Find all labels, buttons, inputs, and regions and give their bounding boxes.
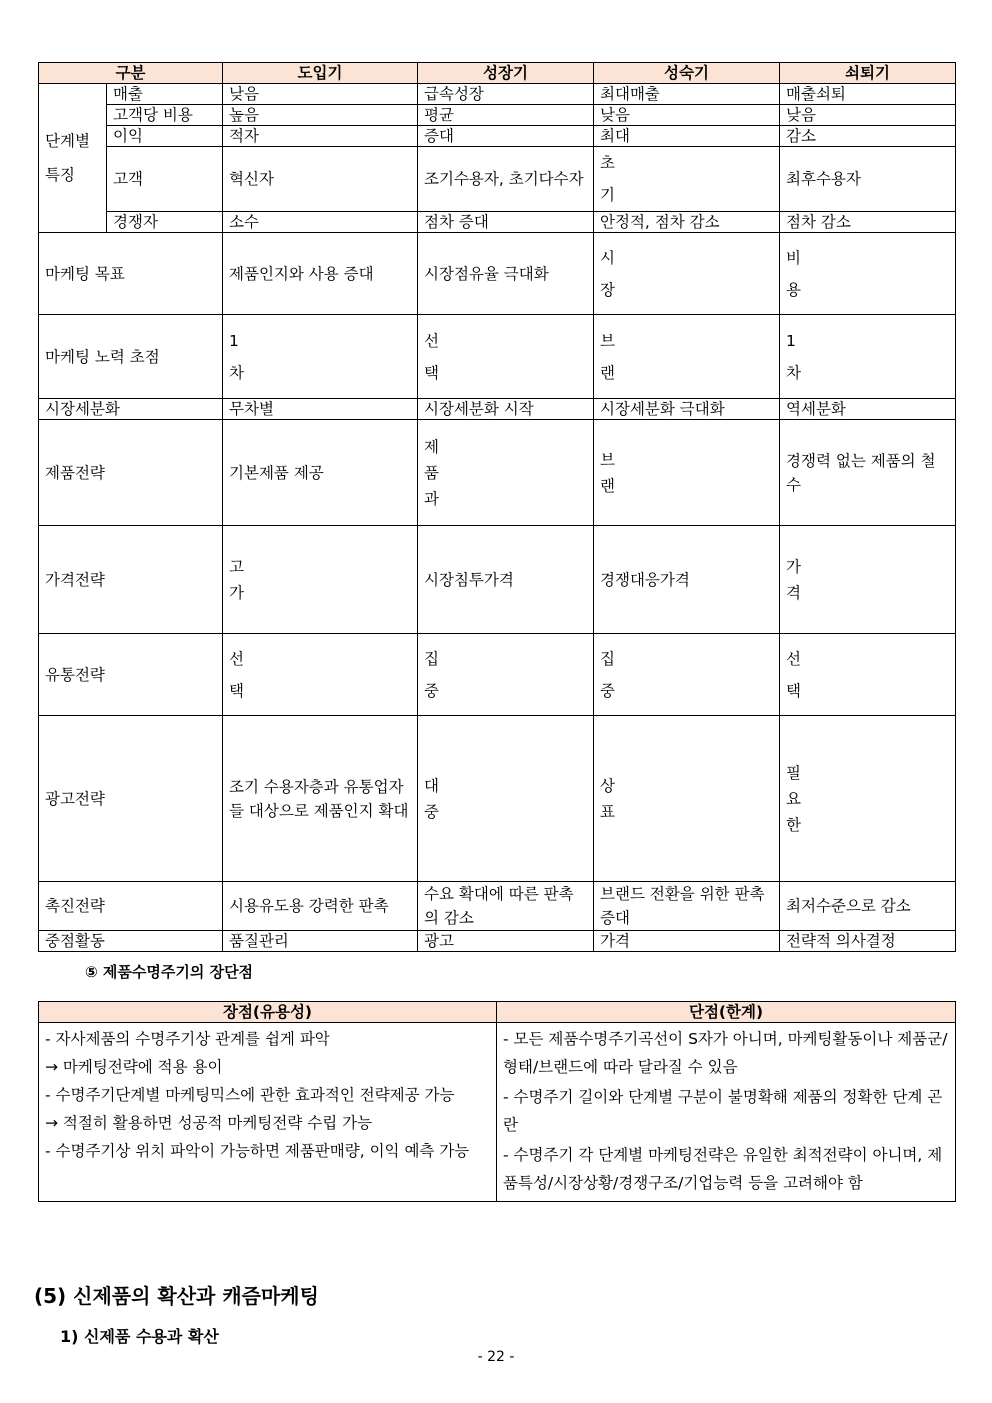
cell-line: 집 bbox=[600, 649, 615, 668]
plc-cell bbox=[594, 233, 780, 315]
cell-line: 한 bbox=[786, 815, 801, 834]
cell-line: 격 bbox=[786, 583, 801, 602]
plc-cell: 최저수준으로 감소 bbox=[780, 882, 956, 931]
plc-row-label: 유통전략 bbox=[39, 634, 223, 716]
stage-cell: 낮음 bbox=[223, 84, 418, 105]
stage-row-label: 고객당 비용 bbox=[107, 105, 223, 126]
cons-item: - 모든 제품수명주기곡선이 S자가 아니며, 마케팅활동이나 제품군/형태/브랜드에 따라 달라질 수 있음 bbox=[503, 1030, 948, 1076]
plc-row-label: 마케팅 목표 bbox=[39, 233, 223, 315]
cell-line: 1 bbox=[786, 331, 796, 350]
plc-cell: 브랜드 전환을 위한 판촉 증대 bbox=[594, 882, 780, 931]
cell-line: 차 bbox=[786, 363, 801, 382]
pros-item: → 마케팅전략에 적용 용이 bbox=[45, 1058, 223, 1076]
plc-cell: 품질관리 bbox=[223, 931, 418, 952]
stage-cell: 최대매출 bbox=[594, 84, 780, 105]
section5-heading: ⑤ 제품수명주기의 장단점 bbox=[85, 963, 254, 981]
plc-cell: 전략적 의사결정 bbox=[780, 931, 956, 952]
plc-cell bbox=[418, 315, 594, 399]
plc-cell: 시장침투가격 bbox=[418, 526, 594, 634]
cell-line: 표 bbox=[600, 802, 615, 821]
plc-cell bbox=[594, 420, 780, 526]
plc-cell bbox=[418, 716, 594, 882]
stage-row-label: 고객 bbox=[107, 147, 223, 212]
subsection-title: 1) 신제품 수용과 확산 bbox=[60, 1327, 219, 1346]
plc-row bbox=[39, 399, 956, 420]
pros-cons-header-row bbox=[39, 1002, 956, 1023]
plc-cell: 시용유도용 강력한 판촉 bbox=[223, 882, 418, 931]
plc-cell bbox=[594, 716, 780, 882]
stage-row bbox=[39, 105, 956, 126]
cons-cell bbox=[497, 1023, 956, 1202]
plc-cell bbox=[780, 315, 956, 399]
plc-cell: 시장점유율 극대화 bbox=[418, 233, 594, 315]
plc-cell: 기본제품 제공 bbox=[223, 420, 418, 526]
plc-cell bbox=[223, 634, 418, 716]
cell-line: 택 bbox=[424, 363, 439, 382]
plc-row bbox=[39, 420, 956, 526]
page-number: - 22 - bbox=[477, 1349, 515, 1365]
plc-cell: 수요 확대에 따른 판촉의 감소 bbox=[418, 882, 594, 931]
cell-line: 초 bbox=[600, 154, 615, 172]
plc-cell bbox=[780, 634, 956, 716]
pros-item: → 적절히 활용하면 성공적 마케팅전략 수립 가능 bbox=[45, 1114, 373, 1132]
cell-line: 대 bbox=[424, 776, 439, 795]
stage-features-label bbox=[39, 84, 107, 233]
cell-line: 중 bbox=[424, 681, 439, 700]
plc-row-label: 시장세분화 bbox=[39, 399, 223, 420]
section-title: (5) 신제품의 확산과 캐즘마케팅 bbox=[34, 1284, 319, 1308]
cell-line: 과 bbox=[424, 489, 439, 508]
pros-header: 장점(유용성) bbox=[39, 1002, 497, 1023]
cell-line: 선 bbox=[786, 649, 801, 668]
plc-cell: 경쟁력 없는 제품의 철수 bbox=[780, 420, 956, 526]
cell-line: 차 bbox=[229, 363, 244, 382]
cell-line: 제 bbox=[424, 437, 439, 456]
cell-line: 랜 bbox=[600, 363, 615, 382]
cell-line: 브 bbox=[600, 331, 615, 350]
stage-cell: 최후수용자 bbox=[780, 147, 956, 212]
cell-line: 비 bbox=[786, 248, 801, 267]
header-growth: 성장기 bbox=[418, 63, 594, 84]
plc-cell bbox=[418, 634, 594, 716]
plc-row bbox=[39, 716, 956, 882]
cell-line: 중 bbox=[600, 681, 615, 700]
stage-cell: 매출쇠퇴 bbox=[780, 84, 956, 105]
plc-cell bbox=[780, 526, 956, 634]
cell-line: 중 bbox=[424, 802, 439, 821]
cell-line: 1 bbox=[229, 331, 239, 350]
stage-cell: 안정적, 점차 감소 bbox=[594, 212, 780, 233]
pros-cons-table bbox=[38, 1001, 956, 1202]
stage-cell: 소수 bbox=[223, 212, 418, 233]
cons-item: - 수명주기 길이와 단계별 구분이 불명확해 제품의 정확한 단계 곤란 bbox=[503, 1088, 943, 1134]
stage-features-label-line: 단계별 bbox=[45, 132, 90, 150]
plc-row bbox=[39, 315, 956, 399]
plc-cell bbox=[780, 716, 956, 882]
cell-line: 품 bbox=[424, 463, 439, 482]
cell-line: 시 bbox=[600, 248, 615, 267]
plc-row-label: 마케팅 노력 초점 bbox=[39, 315, 223, 399]
plc-row bbox=[39, 526, 956, 634]
cell-line: 선 bbox=[424, 331, 439, 350]
stage-row bbox=[39, 126, 956, 147]
cell-line: 택 bbox=[229, 681, 244, 700]
plc-cell: 광고 bbox=[418, 931, 594, 952]
stage-cell: 혁신자 bbox=[223, 147, 418, 212]
cell-line: 선 bbox=[229, 649, 244, 668]
pros-item: - 수명주기상 위치 파악이 가능하면 제품판매량, 이익 예측 가능 bbox=[45, 1142, 470, 1160]
plc-cell bbox=[594, 315, 780, 399]
stage-cell: 조기수용자, 초기다수자 bbox=[418, 147, 594, 212]
stage-row-label: 매출 bbox=[107, 84, 223, 105]
cell-line: 장 bbox=[600, 280, 615, 299]
pros-item: - 자사제품의 수명주기상 관계를 쉽게 파악 bbox=[45, 1030, 330, 1048]
plc-cell bbox=[780, 233, 956, 315]
header-maturity: 성숙기 bbox=[594, 63, 780, 84]
cell-line: 집 bbox=[424, 649, 439, 668]
plc-row-label: 가격전략 bbox=[39, 526, 223, 634]
plc-cell bbox=[594, 634, 780, 716]
plc-row-label: 제품전략 bbox=[39, 420, 223, 526]
plc-cell: 가격 bbox=[594, 931, 780, 952]
plc-row bbox=[39, 233, 956, 315]
stage-cell: 평균 bbox=[418, 105, 594, 126]
cell-line: 브 bbox=[600, 450, 615, 469]
stage-row-label: 경쟁자 bbox=[107, 212, 223, 233]
stage-row-label: 이익 bbox=[107, 126, 223, 147]
plc-cell bbox=[223, 315, 418, 399]
stage-row bbox=[39, 212, 956, 233]
plc-row-label: 광고전략 bbox=[39, 716, 223, 882]
cell-line: 필 bbox=[786, 763, 801, 782]
cell-line: 가 bbox=[229, 583, 244, 602]
stage-cell: 낮음 bbox=[780, 105, 956, 126]
stage-row bbox=[39, 147, 956, 212]
header-introduction: 도입기 bbox=[223, 63, 418, 84]
header-decline: 쇠퇴기 bbox=[780, 63, 956, 84]
stage-cell: 최대 bbox=[594, 126, 780, 147]
pros-cons-row bbox=[39, 1023, 956, 1202]
plc-cell bbox=[418, 420, 594, 526]
cell-line: 가 bbox=[786, 557, 801, 576]
stage-cell: 높음 bbox=[223, 105, 418, 126]
cell-line: 고 bbox=[229, 557, 244, 576]
cons-header: 단점(한계) bbox=[497, 1002, 956, 1023]
cons-item: - 수명주기 각 단계별 마케팅전략은 유일한 최적전략이 아니며, 제품특성/시장상황/경쟁구조/기업능력 등을 고려해야 함 bbox=[503, 1146, 943, 1192]
stage-cell: 증대 bbox=[418, 126, 594, 147]
cell-line: 택 bbox=[786, 681, 801, 700]
plc-row bbox=[39, 634, 956, 716]
stage-cell: 점차 증대 bbox=[418, 212, 594, 233]
plc-row bbox=[39, 882, 956, 931]
plc-header-row bbox=[39, 63, 956, 84]
plc-table bbox=[38, 62, 956, 952]
cell-line: 기 bbox=[600, 186, 615, 204]
pros-cell bbox=[39, 1023, 497, 1202]
plc-cell: 시장세분화 시작 bbox=[418, 399, 594, 420]
stage-cell bbox=[594, 147, 780, 212]
stage-row bbox=[39, 84, 956, 105]
stage-cell: 급속성장 bbox=[418, 84, 594, 105]
plc-cell: 경쟁대응가격 bbox=[594, 526, 780, 634]
plc-cell: 무차별 bbox=[223, 399, 418, 420]
cell-line: 요 bbox=[786, 789, 801, 808]
stage-features-label-line: 특징 bbox=[45, 166, 75, 184]
cell-line: 용 bbox=[786, 280, 801, 299]
plc-row-label: 촉진전략 bbox=[39, 882, 223, 931]
cell-line: 랜 bbox=[600, 476, 615, 495]
header-category: 구분 bbox=[39, 63, 223, 84]
stage-cell: 점차 감소 bbox=[780, 212, 956, 233]
stage-cell: 감소 bbox=[780, 126, 956, 147]
stage-cell: 낮음 bbox=[594, 105, 780, 126]
pros-item: - 수명주기단계별 마케팅믹스에 관한 효과적인 전략제공 가능 bbox=[45, 1086, 455, 1104]
plc-cell: 제품인지와 사용 증대 bbox=[223, 233, 418, 315]
plc-row-label: 중점활동 bbox=[39, 931, 223, 952]
plc-cell bbox=[223, 526, 418, 634]
stage-cell: 적자 bbox=[223, 126, 418, 147]
plc-cell: 조기 수용자층과 유통업자들 대상으로 제품인지 확대 bbox=[223, 716, 418, 882]
plc-row bbox=[39, 931, 956, 952]
plc-cell: 시장세분화 극대화 bbox=[594, 399, 780, 420]
cell-line: 상 bbox=[600, 776, 615, 795]
plc-cell: 역세분화 bbox=[780, 399, 956, 420]
